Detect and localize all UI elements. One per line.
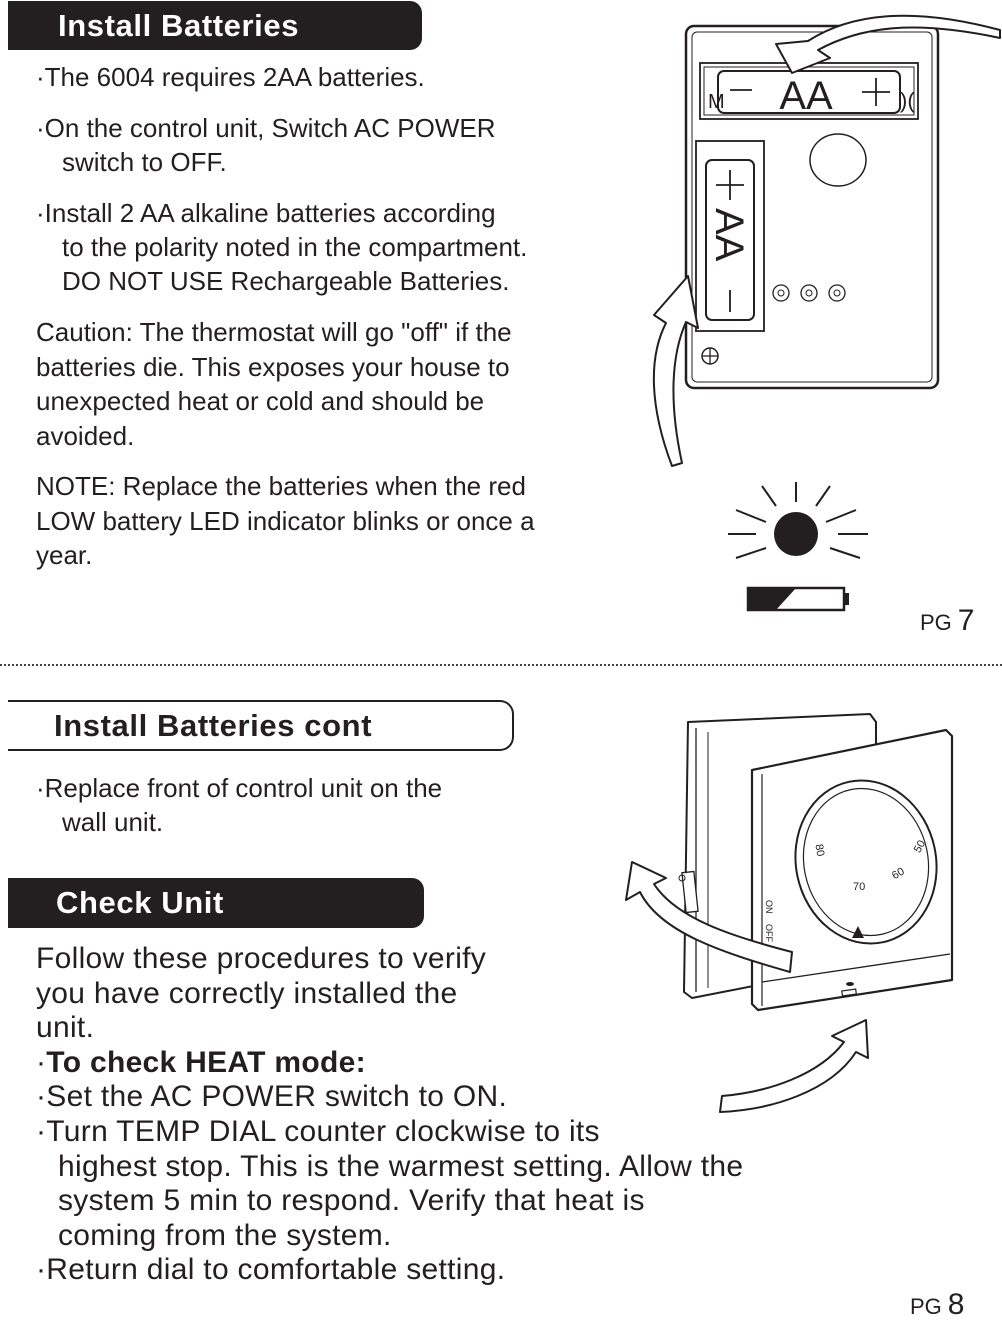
- bullet-line: to the polarity noted in the compartment.: [62, 232, 528, 262]
- bullet-line: DO NOT USE Rechargeable Batteries.: [62, 266, 510, 296]
- install-batteries-cont-title: Install Batteries cont: [54, 707, 373, 743]
- caution-line: avoided.: [36, 420, 135, 451]
- bullet-line: ·The 6004 requires 2AA batteries.: [36, 62, 425, 92]
- page-number: 8: [947, 1288, 965, 1321]
- install-batteries-title: Install Batteries: [58, 7, 300, 43]
- bullet-line: ·Install 2 AA alkaline batteries according: [36, 198, 496, 228]
- step-line: system 5 min to respond. Verify that heat is: [58, 1184, 645, 1218]
- dial-tick: 80: [812, 843, 827, 858]
- svg-text:)(: )(: [900, 88, 915, 113]
- install-batteries-cont-header: [8, 700, 514, 751]
- intro-line: you have correctly installed the: [36, 976, 458, 1010]
- caution-line: unexpected heat or cold and should be: [36, 386, 485, 416]
- bullet-line: ·On the control unit, Switch AC POWER: [36, 113, 496, 143]
- switch-off-label: OFF: [764, 924, 774, 942]
- note-line: year.: [36, 540, 93, 570]
- svg-text:M: M: [708, 91, 725, 113]
- note-paragraph: [36, 469, 535, 573]
- intro-line: Follow these procedures to verify: [36, 942, 487, 975]
- thermostat-illustration: [620, 692, 960, 1122]
- low-battery-icon: [748, 588, 849, 610]
- intro-line: unit.: [36, 1011, 95, 1045]
- low-battery-led-icon: [726, 478, 876, 618]
- caution-paragraph: [36, 315, 512, 453]
- page-number-8: [910, 1288, 964, 1322]
- bullet-line: switch to OFF.: [62, 147, 227, 177]
- bullet-battery-requirement: [36, 60, 425, 94]
- note-line: LOW battery LED indicator blinks or once a: [36, 505, 535, 536]
- switch-on-label: ON: [764, 900, 774, 914]
- dial-tick: 70: [853, 881, 866, 893]
- step-line: ·Turn TEMP DIAL counter clockwise to its: [36, 1114, 600, 1148]
- page-label: PG: [920, 610, 952, 635]
- bullet-install-alkaline: [36, 196, 527, 298]
- heat-mode-title: To check HEAT mode:: [46, 1045, 366, 1079]
- note-line: NOTE: Replace the batteries when the red: [36, 471, 526, 501]
- bullet-line: wall unit.: [62, 807, 164, 837]
- step-line: coming from the system.: [58, 1218, 392, 1252]
- install-batteries-header: [8, 1, 422, 50]
- heat-mode-marker: ·: [36, 1045, 47, 1079]
- page-number-7: [920, 604, 974, 638]
- step-line: ·Set the AC POWER switch to ON.: [36, 1080, 508, 1114]
- check-unit-header: [8, 878, 424, 928]
- bullet-power-switch: [36, 111, 496, 179]
- battery-label-side: AA: [707, 208, 751, 262]
- battery-label-top: AA: [779, 74, 833, 118]
- step-line: ·Return dial to comfortable setting.: [36, 1253, 506, 1287]
- dial-tick: 60: [890, 865, 907, 883]
- dial-tick: 50: [911, 838, 929, 855]
- bullet-replace-front: [36, 771, 442, 839]
- page-number: 7: [957, 604, 975, 637]
- caution-line: Caution: The thermostat will go "off" if the: [36, 317, 512, 347]
- page-8: [0, 666, 1002, 1324]
- battery-compartment-illustration: [640, 8, 1002, 478]
- step-line: highest stop. This is the warmest setting. Allow the: [58, 1149, 744, 1183]
- page-label: PG: [910, 1294, 942, 1319]
- check-unit-title: Check Unit: [56, 885, 224, 920]
- caution-line: batteries die. This exposes your house to: [36, 351, 510, 382]
- bullet-line: ·Replace front of control unit on the: [36, 773, 443, 803]
- rotate-arrow-bottom-icon: [720, 1020, 868, 1112]
